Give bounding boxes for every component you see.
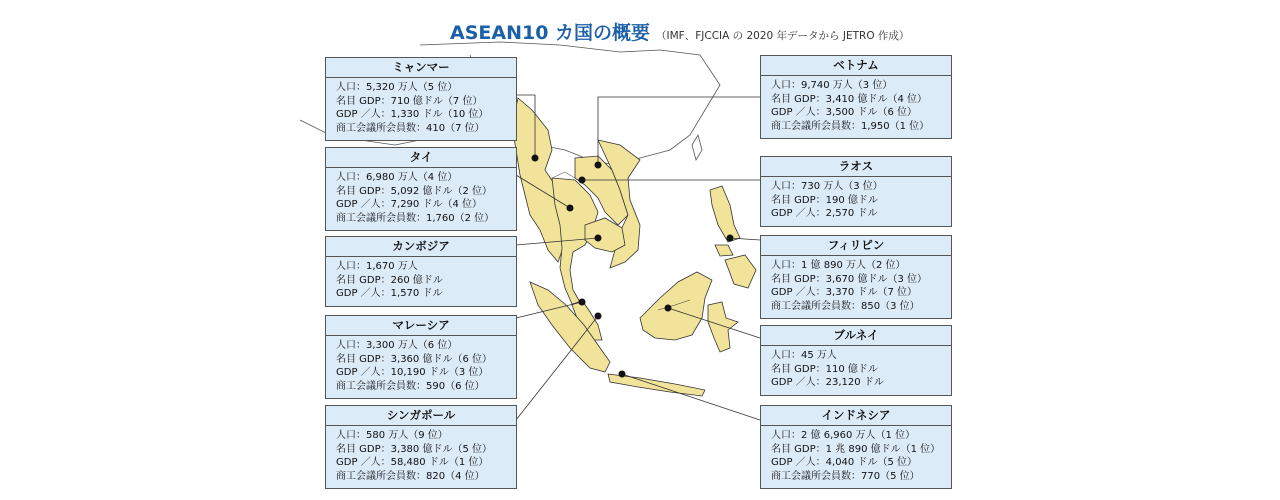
stat-line: 人口：6,980 万人（4 位） — [336, 172, 458, 183]
box-title: ベトナム — [761, 56, 951, 76]
box-body — [326, 336, 516, 398]
stat-line: GDP ／人：10,190 ドル（3 位） — [336, 367, 489, 378]
capital-dot-cambodia — [595, 235, 602, 242]
stat-line: 商工会議所会員数：1,760（2 位） — [336, 212, 495, 224]
capital-dot-vietnam — [595, 162, 602, 169]
box-body — [326, 168, 516, 230]
capital-dot-brunei — [665, 305, 672, 312]
philippines-visayas-land — [715, 245, 733, 256]
stat-line: 名目 GDP：710 億ドル（7 位） — [336, 95, 483, 107]
capital-dot-singapore — [595, 313, 602, 320]
box-body — [326, 78, 516, 140]
box-thailand — [325, 147, 517, 231]
box-body — [761, 426, 951, 488]
box-myanmar — [325, 57, 517, 141]
stat-line: 名目 GDP：3,380 億ドル（5 位） — [336, 443, 493, 455]
stat-line: 名目 GDP：3,360 億ドル（6 位） — [336, 353, 493, 365]
capital-dot-laos — [579, 177, 586, 184]
stat-line: 人口：5,320 万人（5 位） — [336, 82, 458, 93]
stat-line: 人口：730 万人（3 位） — [771, 181, 883, 192]
stat-line: 商工会議所会員数：590（6 位） — [336, 380, 485, 392]
box-body — [761, 346, 951, 395]
stat-line: GDP ／人：4,040 ドル（5 位） — [771, 457, 918, 468]
stat-line: 商工会議所会員数：1,950（1 位） — [771, 120, 930, 132]
stat-line: 人口：1 億 890 万人（2 位） — [771, 260, 906, 271]
box-singapore — [325, 405, 517, 489]
capital-dot-malaysia — [579, 299, 586, 306]
box-title: ブルネイ — [761, 326, 951, 346]
stat-line: 名目 GDP：260 億ドル — [336, 274, 443, 286]
box-title: マレーシア — [326, 316, 516, 336]
box-cambodia — [325, 236, 517, 307]
box-body — [761, 76, 951, 138]
stat-line: 人口：45 万人 — [771, 350, 837, 361]
box-title: ラオス — [761, 157, 951, 177]
stat-line: GDP ／人：2,570 ドル — [771, 208, 878, 219]
title-text: ASEAN10 カ国の概要 — [450, 22, 651, 44]
stat-line: GDP ／人：23,120 ドル — [771, 377, 884, 388]
stat-line: 名目 GDP：110 億ドル — [771, 363, 878, 375]
stat-line: 名目 GDP：3,670 億ドル（3 位） — [771, 273, 928, 285]
stat-line: 人口：1,670 万人 — [336, 261, 418, 272]
capital-dot-thailand — [567, 205, 574, 212]
stat-line: GDP ／人：3,500 ドル（6 位） — [771, 107, 918, 118]
stat-line: GDP ／人：1,330 ドル（10 位） — [336, 109, 489, 120]
box-body — [326, 257, 516, 306]
stat-line: 人口：9,740 万人（3 位） — [771, 80, 893, 91]
box-title: インドネシア — [761, 406, 951, 426]
stat-line: 人口：2 億 6,960 万人（1 位） — [771, 430, 916, 441]
capital-dot-philippines — [727, 235, 734, 242]
box-title: タイ — [326, 148, 516, 168]
stat-line: 名目 GDP：1 兆 890 億ドル（1 位） — [771, 443, 941, 455]
stat-line: GDP ／人：1,570 ドル — [336, 288, 443, 299]
capital-dot-indonesia — [619, 371, 626, 378]
capital-dot-myanmar — [532, 155, 539, 162]
subtitle-text: （IMF、FJCCIA の 2020 年データから JETRO 作成） — [656, 30, 910, 42]
stat-line: 名目 GDP：5,092 億ドル（2 位） — [336, 185, 493, 197]
stat-line: GDP ／人：3,370 ドル（7 位） — [771, 287, 918, 298]
leader-indonesia — [622, 374, 760, 420]
box-laos — [760, 156, 952, 227]
box-title: カンボジア — [326, 237, 516, 257]
box-body — [761, 177, 951, 226]
box-body — [326, 426, 516, 488]
box-vietnam — [760, 55, 952, 139]
sulawesi-land — [708, 302, 738, 352]
box-brunei — [760, 325, 952, 396]
philippines-luzon-land — [710, 186, 740, 242]
stat-line: 商工会議所会員数：850（3 位） — [771, 300, 920, 312]
stat-line: 人口：3,300 万人（6 位） — [336, 340, 458, 351]
box-indonesia — [760, 405, 952, 489]
stat-line: GDP ／人：58,480 ドル（1 位） — [336, 457, 489, 468]
philippines-mindanao-land — [725, 255, 756, 288]
stat-line: 名目 GDP：3,410 億ドル（4 位） — [771, 93, 928, 105]
stat-line: 人口：580 万人（9 位） — [336, 430, 448, 441]
box-title: フィリピン — [761, 236, 951, 256]
box-malaysia — [325, 315, 517, 399]
box-philippines — [760, 235, 952, 319]
taiwan-island — [692, 135, 702, 160]
box-body — [761, 256, 951, 318]
stat-line: 名目 GDP：190 億ドル — [771, 194, 878, 206]
box-title: ミャンマー — [326, 58, 516, 78]
stat-line: 商工会議所会員数：410（7 位） — [336, 122, 485, 134]
stat-line: GDP ／人：7,290 ドル（4 位） — [336, 199, 483, 210]
stat-line: 商工会議所会員数：820（4 位） — [336, 470, 485, 482]
stat-line: 商工会議所会員数：770（5 位） — [771, 470, 920, 482]
box-title: シンガポール — [326, 406, 516, 426]
borneo-land — [640, 272, 712, 340]
